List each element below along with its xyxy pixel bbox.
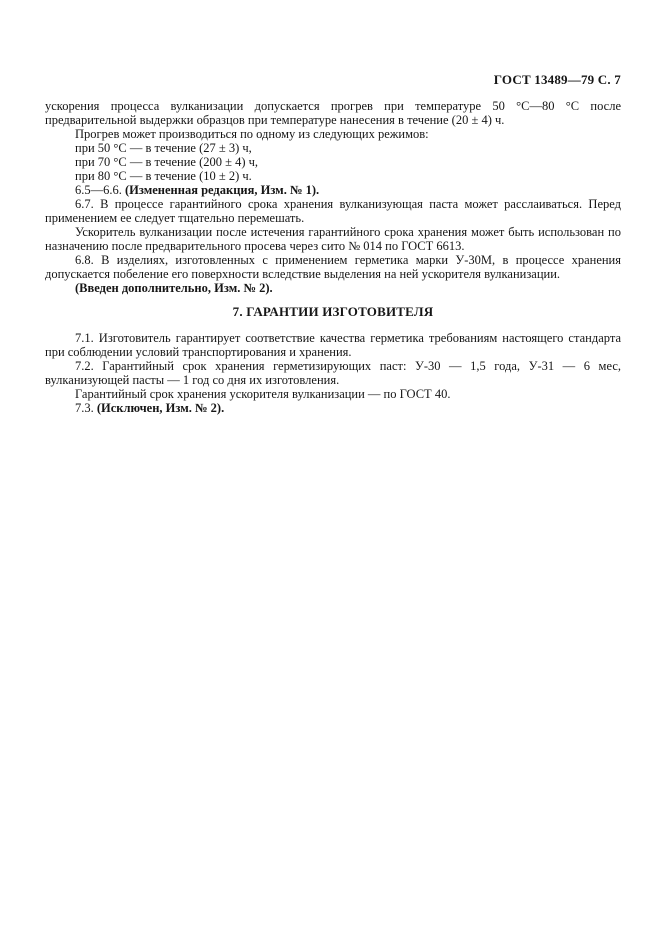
paragraph-run: 7.2. Гарантийный срок хранения герметизирующих паст: У-30 — 1,5 года, У-31 — 6 мес, вулканизующей пасты — 1 год со дня их изготовления. xyxy=(45,359,621,387)
paragraph-run: Ускоритель вулканизации после истечения гарантийного срока хранения может быть использован по назначению после предварительного просева через сито № 014 по ГОСТ 6613. xyxy=(45,225,621,253)
paragraph-run: при 80 °С — в течение (10 ± 2) ч. xyxy=(75,169,252,183)
paragraph-run: при 70 °С — в течение (200 ± 4) ч, xyxy=(75,155,259,169)
paragraph-run-bold: (Введен дополнительно, Изм. № 2). xyxy=(75,281,273,295)
paragraph-run-bold: (Исключен, Изм. № 2). xyxy=(96,401,225,415)
paragraph-run: Гарантийный срок хранения ускорителя вулканизации — по ГОСТ 40. xyxy=(75,387,451,401)
para-uskoritel-prosev xyxy=(45,225,621,253)
page-header: ГОСТ 13489—79 С. 7 xyxy=(493,72,621,87)
paragraph-run: 7.1. Изготовитель гарантирует соответствие качества герметика требованиям настоящего стандарта при соблюдении условий транспортирования и хранения. xyxy=(45,331,621,359)
paragraph-run-bold: (Измененная редакция, Изм. № 1). xyxy=(125,183,320,197)
para-7-2-uskoritel xyxy=(45,387,621,401)
para-6-4-continuation xyxy=(45,99,621,127)
para-6-7 xyxy=(45,197,621,225)
document-content xyxy=(45,73,621,415)
para-6-5-6-6 xyxy=(45,183,621,197)
para-rezhim-50 xyxy=(45,141,621,155)
para-7-1 xyxy=(45,331,621,359)
para-7-3 xyxy=(45,401,621,415)
para-7-2 xyxy=(45,359,621,387)
para-rezhim-70 xyxy=(45,155,621,169)
paragraph-run: 6.7. В процессе гарантийного срока хранения вулканизующая паста может расслаиваться. Перед применением ее следует тщательно перемешать. xyxy=(45,197,621,225)
section-6-body xyxy=(45,99,621,295)
paragraph-run: 7.3. xyxy=(75,401,97,415)
para-6-8 xyxy=(45,253,621,281)
para-vveden-dopolnitelno xyxy=(45,281,621,295)
paragraph-run: при 50 °С — в течение (27 ± 3) ч, xyxy=(75,141,252,155)
section-heading: 7. ГАРАНТИИ ИЗГОТОВИТЕЛЯ xyxy=(232,304,434,319)
paragraph-run: 6.5—6.6. xyxy=(75,183,125,197)
paragraph-run: 6.8. В изделиях, изготовленных с применением герметика марки У-30М, в процессе хранения допускается побеление его поверхности вследствие выделения на ней ускорителя вулканизации. xyxy=(45,253,621,281)
paragraph-run: ускорения процесса вулканизации допускается прогрев при температуре 50 °С—80 °С после предварительной выдержки образцов при температуре нанесения в течение (20 ± 4) ч. xyxy=(45,99,621,127)
paragraph-run: Прогрев может производиться по одному из следующих режимов: xyxy=(75,127,429,141)
para-progrev-rezhimy xyxy=(45,127,621,141)
para-rezhim-80 xyxy=(45,169,621,183)
section-7-body xyxy=(45,331,621,415)
